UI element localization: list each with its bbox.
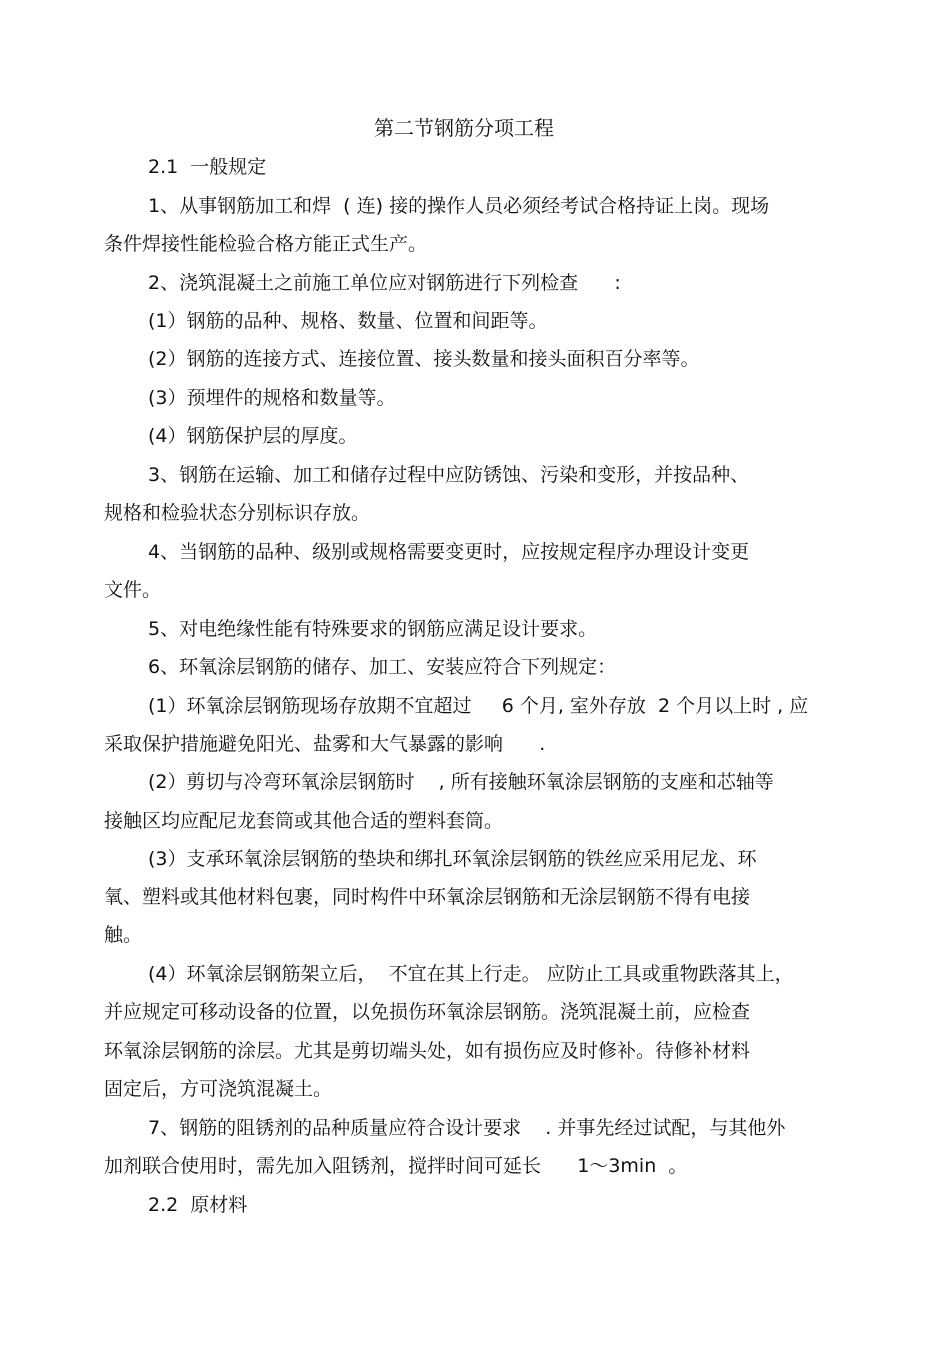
paragraph-6: 6、环氧涂层钢筋的储存、加工、安装应符合下列规定： — [148, 656, 617, 678]
paragraph-2: 2、浇筑混凝土之前施工单位应对钢筋进行下列检查 : — [148, 272, 621, 294]
paragraph-2-item-4: (4）钢筋保护层的厚度。 — [148, 425, 358, 447]
paragraph-6-item-4-line-2: 并应规定可移动设备的位置，以免损伤环氧涂层钢筋。浇筑混凝土前，应检查 — [104, 1001, 751, 1023]
paragraph-7-line-2: 加剂联合使用时，需先加入阻锈剂，搅拌时间可延长 1～3min 。 — [104, 1155, 688, 1177]
paragraph-4-line-2: 文件。 — [104, 579, 162, 601]
paragraph-6-item-3-line-2: 氧、塑料或其他材料包裹，同时构件中环氧涂层钢筋和无涂层钢筋不得有电接 — [104, 886, 751, 908]
paragraph-1-line-1: 1、从事钢筋加工和焊 ( 连) 接的操作人员必须经考试合格持证上岗。现场 — [148, 195, 770, 217]
paragraph-1-line-2: 条件焊接性能检验合格方能正式生产。 — [104, 233, 428, 255]
subsection-heading-2-2: 2.2 原材料 — [148, 1194, 248, 1216]
paragraph-6-item-1-line-2: 采取保护措施避免阳光、盐雾和大气暴露的影响 . — [104, 733, 546, 755]
paragraph-6-item-3-line-3: 触。 — [104, 924, 143, 946]
paragraph-6-item-4-line-3: 环氧涂层钢筋的涂层。尤其是剪切端头处，如有损伤应及时修补。待修补材料 — [104, 1040, 751, 1062]
paragraph-6-item-4-line-4: 固定后，方可浇筑混凝土。 — [104, 1078, 333, 1100]
paragraph-2-item-2: (2）钢筋的连接方式、连接位置、接头数量和接头面积百分率等。 — [148, 348, 700, 370]
paragraph-4-line-1: 4、当钢筋的品种、级别或规格需要变更时，应按规定程序办理设计变更 — [148, 541, 750, 563]
paragraph-2-item-3: (3）预埋件的规格和数量等。 — [148, 387, 396, 409]
paragraph-6-item-1-line-1: (1）环氧涂层钢筋现场存放期不宜超过 6 个月, 室外存放 2 个月以上时 , 应 — [148, 695, 809, 717]
paragraph-3-line-2: 规格和检验状态分别标识存放。 — [104, 502, 371, 524]
subsection-heading-2-1: 2.1 一般规定 — [148, 156, 267, 178]
paragraph-6-item-3-line-1: (3）支承环氧涂层钢筋的垫块和绑扎环氧涂层钢筋的铁丝应采用尼龙、环 — [148, 848, 757, 870]
section-title: 第二节钢筋分项工程 — [374, 116, 554, 140]
paragraph-6-item-2-line-2: 接触区均应配尼龙套筒或其他合适的塑料套筒。 — [104, 810, 504, 832]
paragraph-6-item-4-line-1: (4）环氧涂层钢筋架立后， 不宜在其上行走。 应防止工具或重物跌落其上， — [148, 963, 794, 985]
paragraph-6-item-2-line-1: (2）剪切与冷弯环氧涂层钢筋时 , 所有接触环氧涂层钢筋的支座和芯轴等 — [148, 771, 774, 793]
paragraph-7-line-1: 7、钢筋的阻锈剂的品种质量应符合设计要求 . 并事先经过试配，与其他外 — [148, 1117, 786, 1139]
paragraph-2-item-1: (1）钢筋的品种、规格、数量、位置和间距等。 — [148, 310, 548, 332]
paragraph-5: 5、对电绝缘性能有特殊要求的钢筋应满足设计要求。 — [148, 618, 598, 640]
paragraph-3-line-1: 3、钢筋在运输、加工和储存过程中应防锈蚀、污染和变形，并按品种、 — [148, 464, 750, 486]
